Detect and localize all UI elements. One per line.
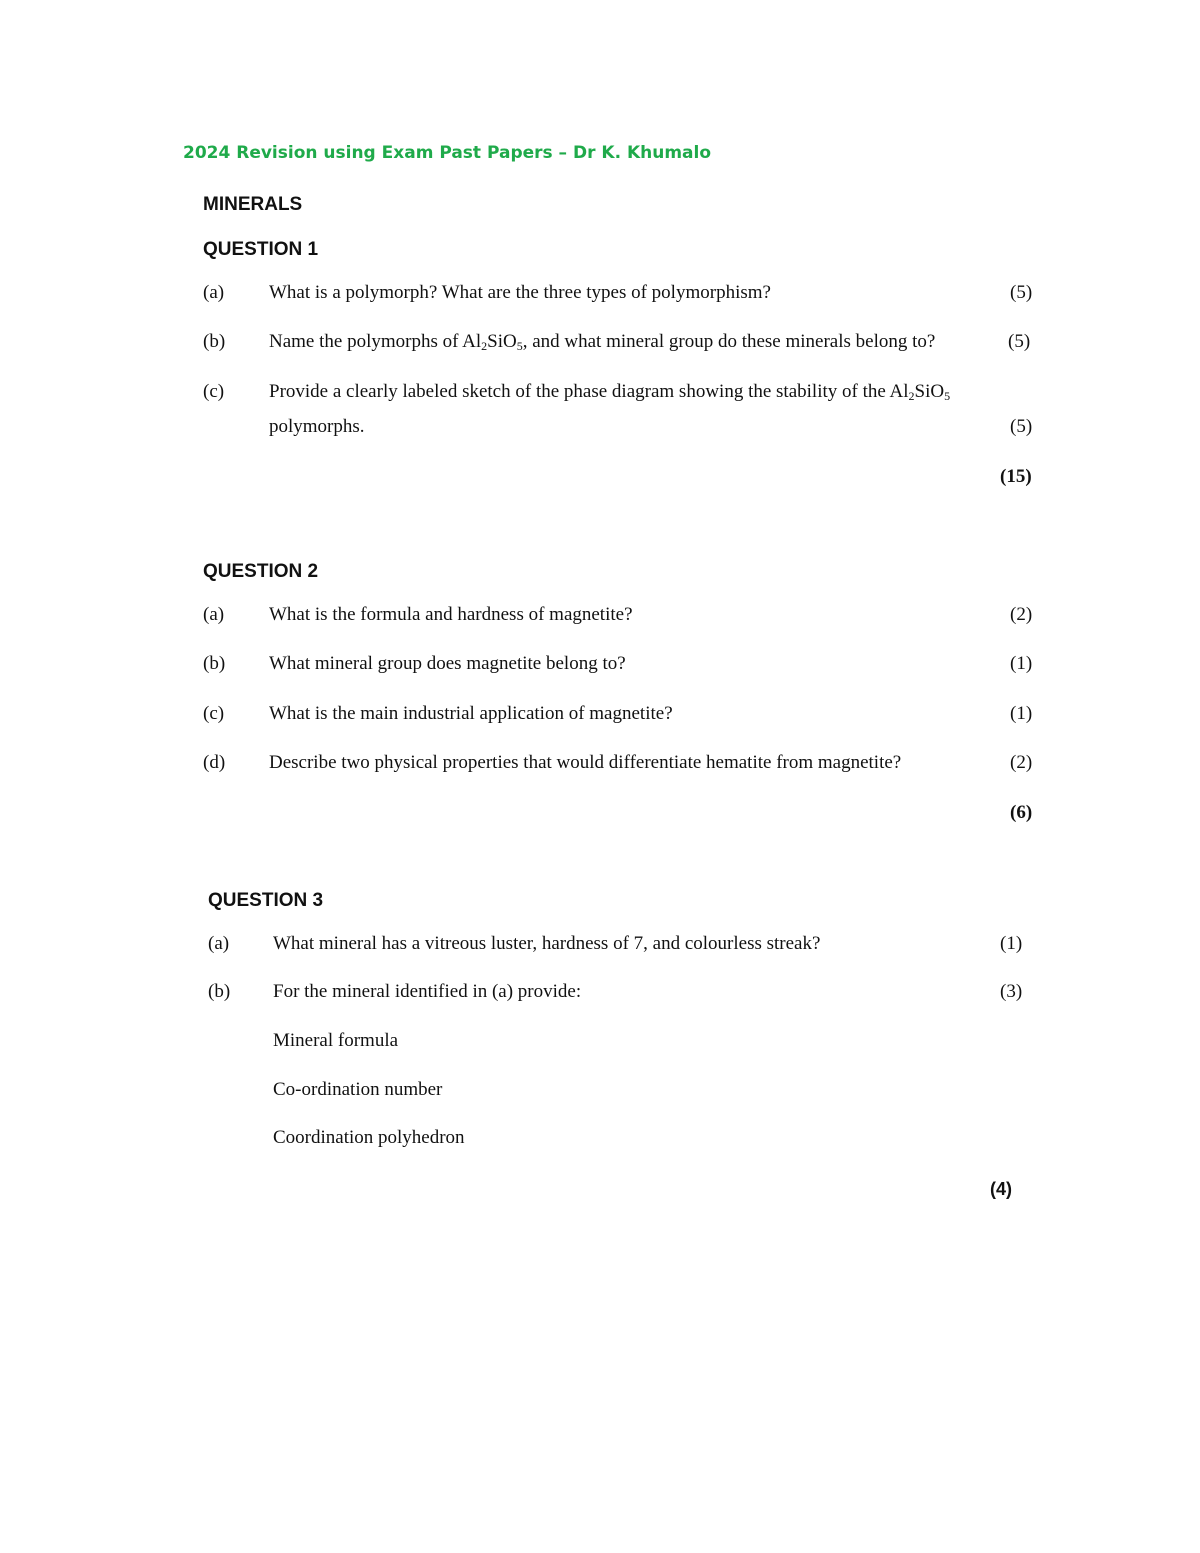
q2-d-marks: (2)	[1010, 752, 1033, 773]
q1-c-text: Provide a clearly labeled sketch of the phase diagram showing the stability of the $Al_2SiO_5$	[269, 381, 951, 403]
q1-b-text: Name the polymorphs of $Al_2SiO_5$, and what mineral group do these minerals belong to?	[269, 331, 936, 353]
q2-b-label: (b)	[203, 653, 226, 674]
q3-a-label: (a)	[208, 933, 230, 954]
q2-a-text: What is the formula and hardness of magnetite?	[269, 604, 633, 625]
q1-a-label: (a)	[203, 282, 225, 303]
question-1-title: QUESTION 1	[203, 239, 319, 260]
question-3-title: QUESTION 3	[208, 890, 324, 911]
q2-c-marks: (1)	[1010, 703, 1033, 724]
q3-b-marks: (3)	[1000, 981, 1023, 1002]
q2-d-text: Describe two physical properties that would differentiate hematite from magnetite?	[269, 752, 902, 773]
q3-sub-item: Co-ordination number	[273, 1079, 443, 1100]
question-2-title: QUESTION 2	[203, 561, 319, 582]
q1-b-label: (b)	[203, 331, 226, 352]
q2-a-marks: (2)	[1010, 604, 1033, 625]
q1-a-marks: (5)	[1010, 282, 1033, 303]
q2-b-marks: (1)	[1010, 653, 1033, 674]
q3-total: (4)	[990, 1179, 1012, 1199]
q2-c-text: What is the main industrial application of magnetite?	[269, 703, 673, 724]
q2-c-label: (c)	[203, 703, 225, 724]
q1-c-text-line2: polymorphs.	[269, 416, 365, 437]
q3-b-label: (b)	[208, 981, 231, 1002]
q1-a-text: What is a polymorph? What are the three types of polymorphism?	[269, 282, 771, 303]
q2-b-text: What mineral group does magnetite belong to?	[269, 653, 626, 674]
q2-total: (6)	[1010, 802, 1033, 823]
q2-d-label: (d)	[203, 752, 226, 773]
q1-c-marks: (5)	[1010, 416, 1033, 437]
section-title: MINERALS	[203, 194, 303, 215]
q2-a-label: (a)	[203, 604, 225, 625]
q1-total: (15)	[1000, 466, 1032, 487]
q3-sub-item: Mineral formula	[273, 1030, 399, 1051]
q3-a-text: What mineral has a vitreous luster, hardness of 7, and colourless streak?	[273, 933, 821, 954]
q3-a-marks: (1)	[1000, 933, 1023, 954]
q1-c-label: (c)	[203, 381, 225, 402]
q3-sub-item: Coordination polyhedron	[273, 1127, 465, 1148]
document-header: 2024 Revision using Exam Past Papers – Dr K. Khumalo	[183, 143, 712, 163]
q1-b-marks: (5)	[1008, 331, 1031, 352]
q3-b-text: For the mineral identified in (a) provide:	[273, 981, 582, 1002]
